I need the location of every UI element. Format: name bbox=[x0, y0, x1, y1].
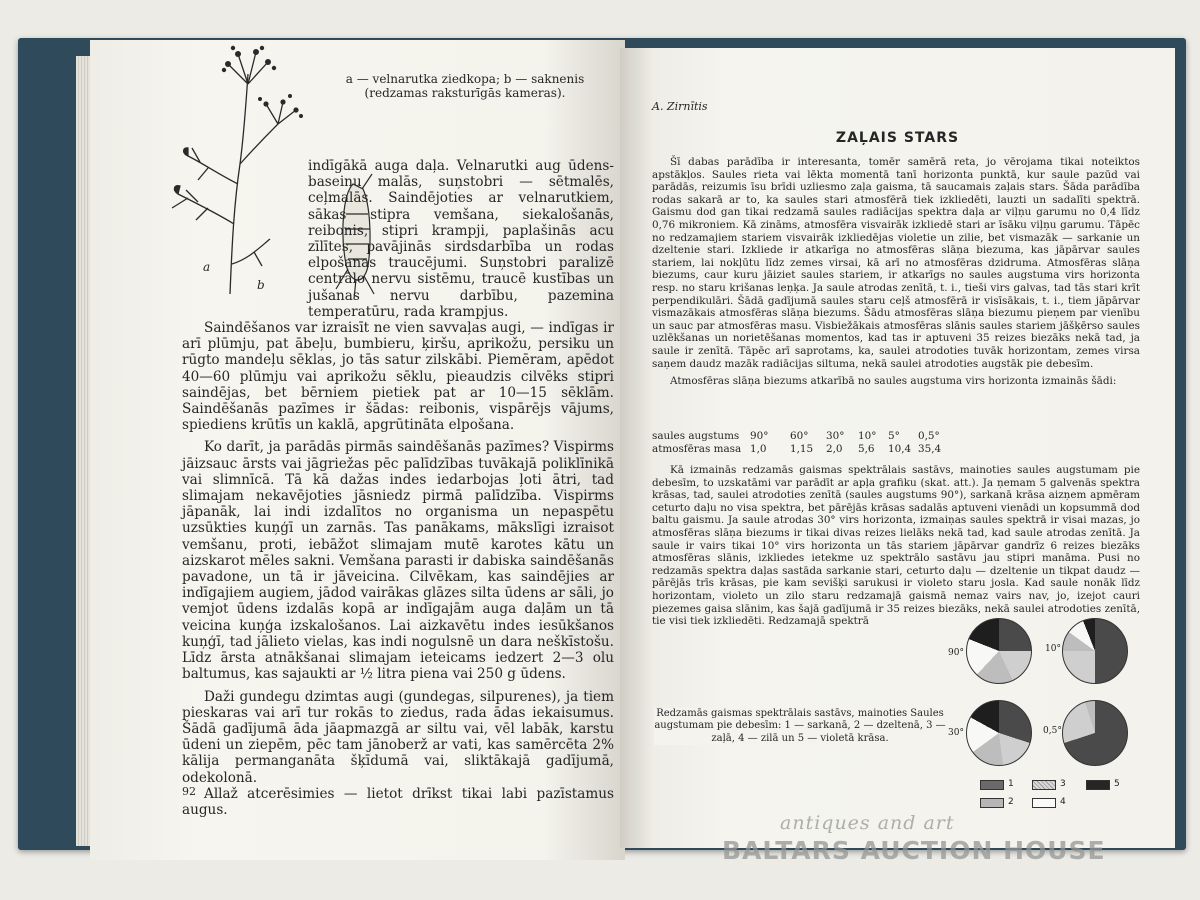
left-text-column bbox=[182, 158, 614, 818]
table-cell: 35,4 bbox=[918, 442, 942, 455]
legend-label: 4 bbox=[1060, 797, 1066, 807]
legend-label: 5 bbox=[1114, 779, 1120, 789]
legend-label: 2 bbox=[1008, 797, 1014, 807]
article-title: ZAĻAIS STARS bbox=[835, 130, 960, 146]
legend-swatch-red bbox=[980, 780, 1004, 790]
table-cell: 60° bbox=[790, 430, 809, 442]
pie-label: 30° bbox=[948, 728, 964, 738]
table-cell: 0,5° bbox=[918, 430, 940, 442]
atmosphere-table bbox=[652, 430, 1052, 455]
table-row-label: saules augstums bbox=[652, 430, 740, 442]
watermark-brand: BALTARS AUCTION HOUSE bbox=[722, 836, 1106, 865]
table-row-label: atmosfēras masa bbox=[652, 442, 742, 455]
right-text-bottom bbox=[652, 464, 1140, 628]
right-page bbox=[620, 48, 1175, 848]
table-cell: 5,6 bbox=[858, 442, 875, 455]
paragraph: Saindēšanos var izraisīt ne vien savvaļas augi, — indīgas ir arī plūmju, pat ābeļu, bumbieru, ķiršu, aprikožu, persiku un rūgto mandeļu sēklas, jo tās satur zilskābi. Piemēram, apēdot 40—60 plūmju vai aprikožu sēklu, pieaudzis cilvēks stipri saindējas, bet bērniem pietiek pat ar 10—15 sēklām. Saindēšanās pazīmes ir šādas: reibonis, vispārējs vājums, spiediens krūtīs un kaklā, apgrūtināta elpošana. bbox=[182, 320, 614, 434]
right-text-top bbox=[652, 156, 1140, 388]
pie-label: 90° bbox=[948, 648, 964, 658]
left-page bbox=[90, 40, 625, 860]
pie-label: 10° bbox=[1045, 644, 1061, 654]
table-cell: 90° bbox=[750, 430, 769, 442]
table-cell: 1,15 bbox=[790, 442, 814, 455]
diagram-caption: Redzamās gaismas spektrālais sastāvs, mainoties Saules augstumam pie debesīm: 1 — sarkanā, 2 — dzeltenā, 3 — zaļā, 4 — zilā un 5 — violetā krāsa. bbox=[654, 708, 946, 744]
legend-swatch-green bbox=[1032, 780, 1056, 790]
paragraph: Atmosfēras slāņa biezums atkarībā no saules augstuma virs horizonta izmainās šādi: bbox=[670, 375, 1117, 388]
table-cell: 10,4 bbox=[888, 442, 912, 455]
legend-swatch-yellow bbox=[980, 798, 1004, 808]
legend-label: 1 bbox=[1008, 779, 1014, 789]
legend-swatch-blue bbox=[1032, 798, 1056, 808]
pie-0-5 bbox=[1062, 700, 1128, 766]
author: A. Zirnītis bbox=[652, 100, 708, 113]
figure-caption: a — velnarutka ziedkopa; b — saknenis (redzamas raksturīgās kameras). bbox=[345, 72, 585, 100]
pie-30 bbox=[966, 700, 1032, 766]
pie-10 bbox=[1062, 618, 1128, 684]
page-number: 92 bbox=[182, 785, 196, 798]
paragraph: Šī dabas parādība ir interesanta, tomēr samērā reta, jo vērojama tikai noteiktos apstākļos. Saules rieta vai lēkta momentā tanī horizonta punktā, kur saule pazūd vai parādās, reizumis īsu brīdi uzliesmo zaļa gaisma, tā saucamais zaļais stars. Šāda parādība rodas sakarā ar to, ka saules stari atmosfērā tiek izkliedēti, lauzti un sadalīti spektrā. Gaismu dod gan tikai redzamā saules radiācijas spektra daļa ar viļņu garumu no 0,4 līdz 0,76 mikroniem. Kā zināms, atmosfēra visvairāk izkliedē stari ar īsāku viļņu garumu. Tāpēc no redzamajiem stariem visvairāk izkliedējas violetie un zilie, bet vismazāk — sarkanie un dzeltenie stari. Izkliede ir atkarīga no atmosfēras slāņa biezuma, kas jāpārvar saules stariem, lai nokļūtu līdz zemes virsai, kā arī no atmosfēras dzidruma. Atmosfēras slāņa biezums, caur kuru jāiziet saules stariem, ir atkarīgs no saules augstuma virs horizonta resp. no staru krišanas leņķa. Ja saule atrodas zenītā, t. i., tieši virs galvas, tad tās stari krīt perpendikulāri. Šādā gadījumā saules staru ceļš atmosfērā ir visīsākais, t. i., tiem jāpārvar vismazākais atmosfēras slāņa biezums. Šādu atmosfēras slāņa biezumu pieņem par vienību un sauc par atmosfēras masu. Visbiežākais atmosfēras slānis saules stariem jāšķērso saules uzlēkšanas un norietēšanas momentos, kad tas ir aptuveni 35 reizes biezāks nekā tad, ja saule ir zenītā. Tāpēc arī saprotams, ka, saulei atrodoties tuvāk horizontam, zemes virsa saņem daudz mazāk radiācijas siltuma, nekā saulei atrodoties augstāk pie debesīm. bbox=[652, 156, 1140, 370]
paragraph: indīgākā auga daļa. Velnarutki aug ūdens-baseinu malās, suņstobri — sētmalēs, ceļmalās. Saindējoties ar velnarutkiem, sākas stipra vemšana, siekalošanās, reibonis, stipri krampji, paplašinās acu zīlītes, pavājinās sirdsdarbība un rodas elpošanas traucējumi. Suņstobri paralizē centrālo nervu sistēmu, traucē kustības un jušanas nervu darbību, pazemina temperatūru, rada krampjus. bbox=[308, 158, 614, 320]
paragraph: Allaž atcerēsimies — lietot drīkst tikai labi pazīstamus augus. bbox=[182, 785, 614, 818]
table-cell: 1,0 bbox=[750, 442, 767, 455]
paragraph: Daži gundegu dzimtas augi (gundegas, silpurenes), ja tiem pieskaras vai arī tur rokās to ziedus, rada ādas iekaisumus. Šādā gadījumā āda jāapmazgā ar siltu vai, vēl labāk, karstu ūdeni un ziepēm, pēc tam jānoberž ar vati, kas samērcēta 2% kālija permanganāta šķīdumā vai, sliktākajā gadījumā, odekolonā. bbox=[182, 688, 614, 786]
pie-90 bbox=[966, 618, 1032, 684]
table-cell: 5° bbox=[888, 430, 900, 442]
fig-label-b: b bbox=[257, 278, 265, 292]
table-cell: 10° bbox=[858, 430, 877, 442]
table-cell: 2,0 bbox=[826, 442, 843, 455]
paragraph: Ko darīt, ja parādās pirmās saindēšanās pazīmes? Vispirms jāizsauc ārsts vai jāgriežas pēc palīdzības tuvākajā poliklīnikā vai slimnīcā. Tā kā dažas indes iedarbojas ļoti ātri, tad slimajam nekavējoties jāsniedz pirmā palīdzība. Vispirms jāpanāk, lai indi izdalītos no organisma un nepaspētu uzsūkties kuņģī un zarnās. Tas panākams, mākslīgi izraisot vemšanu, proti, iebāžot slimajam mutē karotes kātu un aizskarot mēles sakni. Vemšana parasti ir dabiska saindēšanās pavadone, un tā ir jāveicina. Cilvēkam, kas saindējies ar indīgajiem augiem, jādod vairākas glāzes silta ūdens ar sāli, jo vemjot ūdens izdalās kopā ar indīgajām auga daļām un tā veicina kuņģa izskalošanos. Lai aizkavētu indes iesūkšanos kuņģī, tad jālieto vielas, kas indi nogulsnē un dara neškīstošu. Līdz ārsta atnākšanai slimajam ieteicams iedzert 2—3 olu baltumus, kas sajaukti ar ½ litra piena vai 250 g ūdens. bbox=[182, 439, 614, 683]
fig-label-a: a bbox=[203, 260, 211, 274]
legend-label: 3 bbox=[1060, 779, 1066, 789]
watermark-tagline: antiques and art bbox=[780, 812, 955, 834]
pie-label: 0,5° bbox=[1043, 726, 1062, 736]
paragraph: Kā izmainās redzamās gaismas spektrālais sastāvs, mainoties saules augstumam pie debesīm, to uzskatāmi var parādīt ar apļa grafiku (skat. att.). Ja ņemam 5 galvenās spektra krāsas, tad, saulei atrodoties zenītā (saules augstums 90°), sarkanā krāsa aizņem apmēram ceturto daļu no visa spektra, bet pārējās krāsas sadalās aptuveni vienādi un kopsummā dod baltu gaismu. Ja saule atrodas 30° virs horizonta, izmaiņas saules spektrā ir visai mazas, jo atmosfēras slāņa biezums ir tikai divas reizes lielāks nekā tad, kad saule atrodas zenītā. Ja saule ir vairs tikai 10° virs horizonta un tās stariem jāpārvar gandrīz 6 reizes biezāks atmosfēras slānis, izkliedes ietekme uz spektrālo sastāvu jau stipri manāma. Pusi no redzamās spektra daļas sastāda sarkanie stari, ceturto daļu — dzeltenie un tikpat daudz — pārējās trīs krāsas, pie kam sevišķi sarukusi ir violeto staru josla. Kad saule nonāk līdz horizontam, violeto un zilo staru redzamajā gaismā nemaz vairs nav, jo, izejot cauri piezemes gaisa slānim, kas šajā gadījumā ir 35 reizes biezāks, nekā saulei atrodoties zenītā, tie visi tiek izkliedēti. Redzamajā spektrā bbox=[652, 464, 1140, 628]
legend-swatch-violet bbox=[1086, 780, 1110, 790]
table-cell: 30° bbox=[826, 430, 845, 442]
